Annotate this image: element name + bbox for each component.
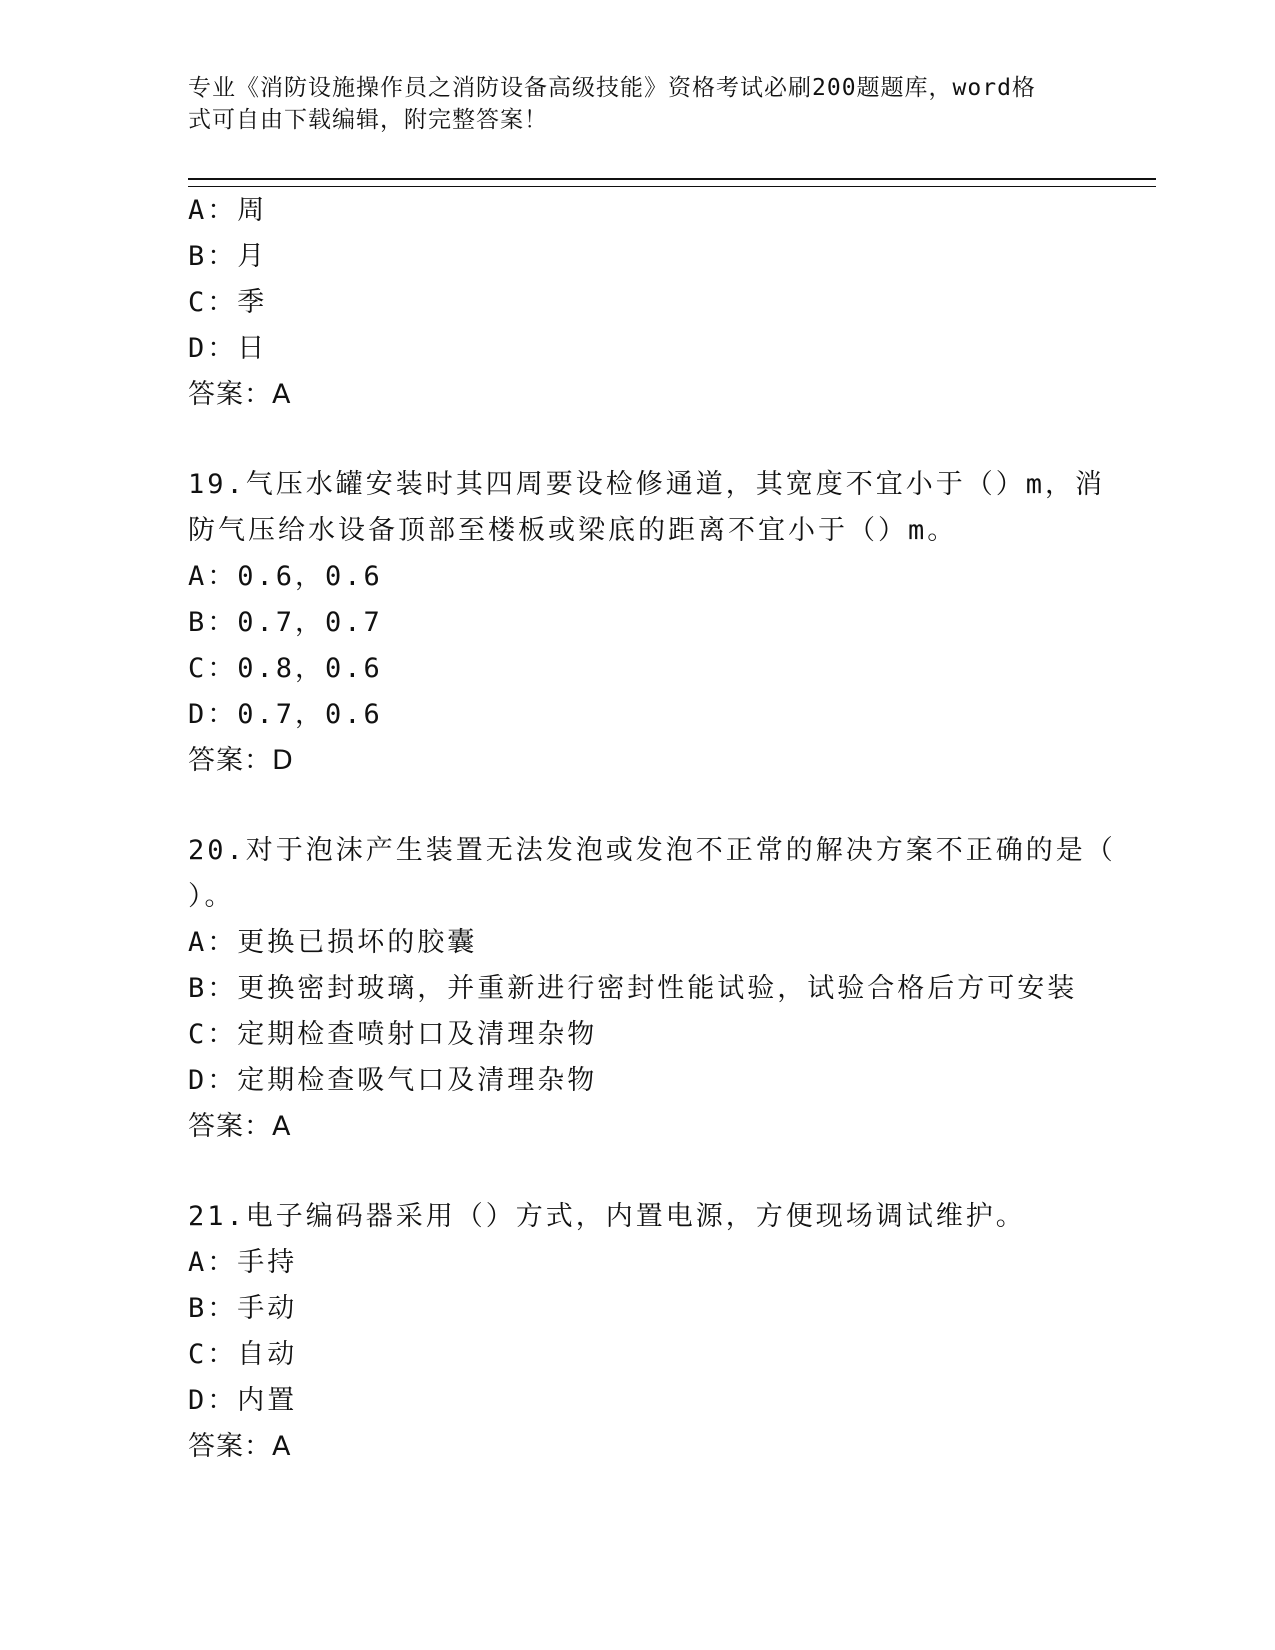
question-20-block xyxy=(188,828,1116,1150)
question-list xyxy=(188,188,1116,1470)
question-21-block xyxy=(188,1194,1088,1470)
question-text-line-1: 21.电子编码器采用（）方式，内置电源，方便现场调试维护。 xyxy=(188,1201,1026,1232)
option-d: D：定期检查吸气口及清理杂物 xyxy=(188,1065,598,1096)
question-19-block xyxy=(188,462,1106,784)
answer-line: 答案：A xyxy=(188,1111,292,1142)
header-line-1: 专业《消防设施操作员之消防设备高级技能》资格考试必刷200题题库，word格 xyxy=(188,75,1036,101)
answer-line: 答案：D xyxy=(188,745,294,776)
header-line-2: 式可自由下载编辑，附完整答案！ xyxy=(188,107,548,133)
option-a: A：手持 xyxy=(188,1247,298,1278)
option-d: D：0.7，0.6 xyxy=(188,699,383,730)
option-c: C：自动 xyxy=(188,1339,298,1370)
question-text-line-2: 防气压给水设备顶部至楼板或梁底的距离不宜小于（）m。 xyxy=(188,515,958,546)
option-a: A：更换已损坏的胶囊 xyxy=(188,927,478,958)
answer-line: 答案：A xyxy=(188,379,292,410)
document-header xyxy=(188,72,1088,136)
option-b: B：手动 xyxy=(188,1293,298,1324)
option-c: C：季 xyxy=(188,287,268,318)
header-divider xyxy=(188,178,1156,187)
option-d: D：内置 xyxy=(188,1385,298,1416)
option-a: A：0.6，0.6 xyxy=(188,561,383,592)
question-18-block xyxy=(188,188,1088,418)
option-b: B：更换密封玻璃，并重新进行密封性能试验，试验合格后方可安装 xyxy=(188,973,1078,1004)
question-text-line-2: ）。 xyxy=(188,881,235,912)
option-b: B：月 xyxy=(188,241,268,272)
answer-line: 答案：A xyxy=(188,1431,292,1462)
option-c: C：0.8，0.6 xyxy=(188,653,383,684)
option-c: C：定期检查喷射口及清理杂物 xyxy=(188,1019,598,1050)
option-b: B：0.7，0.7 xyxy=(188,607,383,638)
question-text-line-1: 20.对于泡沫产生装置无法发泡或发泡不正常的解决方案不正确的是（ xyxy=(188,835,1116,866)
option-a: A：周 xyxy=(188,195,268,226)
option-d: D：日 xyxy=(188,333,268,364)
question-text-line-1: 19.气压水罐安装时其四周要设检修通道，其宽度不宜小于（）m，消 xyxy=(188,469,1106,500)
